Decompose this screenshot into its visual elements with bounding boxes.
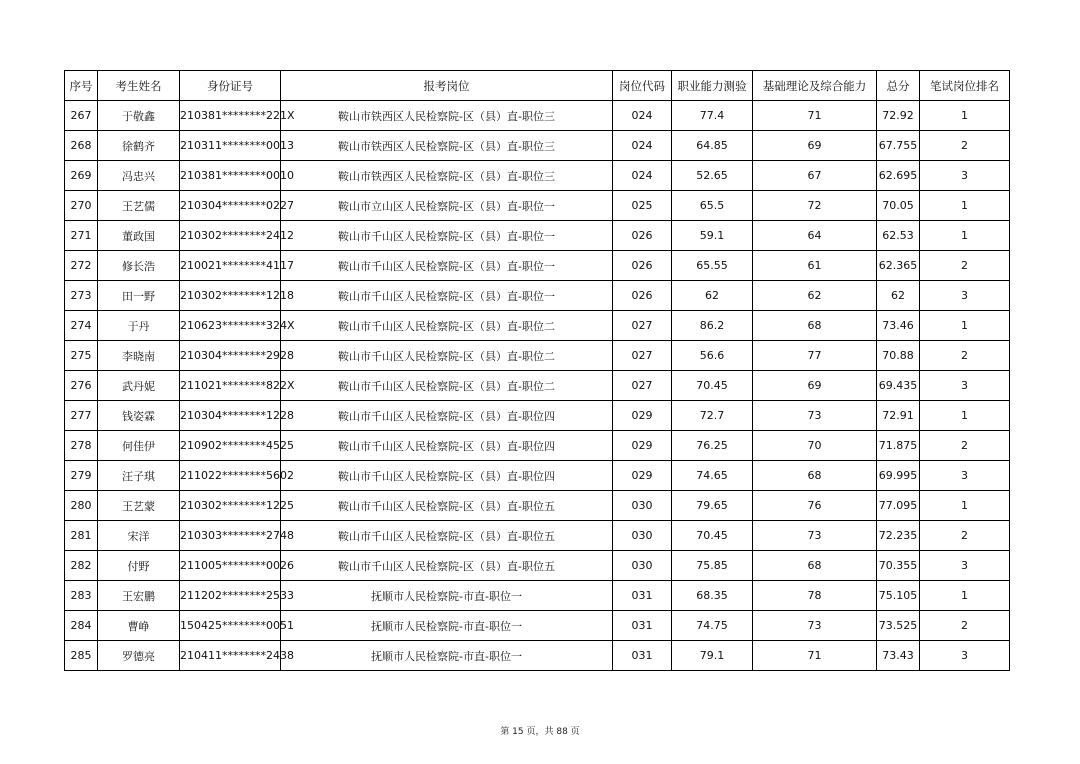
table-header-row bbox=[65, 71, 1010, 101]
cell-id-number: 210411********2438 bbox=[180, 641, 281, 671]
cell-position-code: 026 bbox=[613, 281, 672, 311]
cell-theory-score: 68 bbox=[753, 311, 877, 341]
cell-total-score: 72.91 bbox=[877, 401, 920, 431]
cell-position: 鞍山市铁西区人民检察院-区（县）直-职位三 bbox=[281, 161, 613, 191]
cell-aptitude-score: 79.65 bbox=[672, 491, 753, 521]
table-row bbox=[65, 611, 1010, 641]
cell-total-score: 73.46 bbox=[877, 311, 920, 341]
cell-total-score: 70.88 bbox=[877, 341, 920, 371]
cell-position-code: 031 bbox=[613, 611, 672, 641]
cell-rank: 2 bbox=[920, 431, 1010, 461]
cell-serial: 279 bbox=[65, 461, 98, 491]
cell-aptitude-score: 62 bbox=[672, 281, 753, 311]
cell-position-code: 030 bbox=[613, 521, 672, 551]
cell-aptitude-score: 56.6 bbox=[672, 341, 753, 371]
cell-aptitude-score: 76.25 bbox=[672, 431, 753, 461]
cell-rank: 1 bbox=[920, 221, 1010, 251]
cell-aptitude-score: 70.45 bbox=[672, 521, 753, 551]
cell-rank: 2 bbox=[920, 341, 1010, 371]
cell-aptitude-score: 52.65 bbox=[672, 161, 753, 191]
table-row bbox=[65, 161, 1010, 191]
cell-name: 曹峥 bbox=[98, 611, 180, 641]
cell-position: 鞍山市千山区人民检察院-区（县）直-职位四 bbox=[281, 401, 613, 431]
cell-id-number: 150425********0051 bbox=[180, 611, 281, 641]
cell-rank: 2 bbox=[920, 611, 1010, 641]
cell-position: 鞍山市千山区人民检察院-区（县）直-职位五 bbox=[281, 491, 613, 521]
cell-name: 冯忠兴 bbox=[98, 161, 180, 191]
cell-name: 修长浩 bbox=[98, 251, 180, 281]
cell-serial: 280 bbox=[65, 491, 98, 521]
header-theory-score: 基础理论及综合能力 bbox=[753, 71, 877, 101]
cell-name: 田一野 bbox=[98, 281, 180, 311]
cell-name: 王宏鹏 bbox=[98, 581, 180, 611]
cell-id-number: 210302********1218 bbox=[180, 281, 281, 311]
cell-total-score: 69.435 bbox=[877, 371, 920, 401]
table-row bbox=[65, 641, 1010, 671]
cell-id-number: 210304********1228 bbox=[180, 401, 281, 431]
cell-aptitude-score: 65.55 bbox=[672, 251, 753, 281]
table-row bbox=[65, 191, 1010, 221]
cell-rank: 3 bbox=[920, 161, 1010, 191]
cell-position-code: 025 bbox=[613, 191, 672, 221]
cell-theory-score: 73 bbox=[753, 401, 877, 431]
cell-id-number: 210381********221X bbox=[180, 101, 281, 131]
cell-position: 鞍山市立山区人民检察院-区（县）直-职位一 bbox=[281, 191, 613, 221]
table-row bbox=[65, 581, 1010, 611]
cell-theory-score: 72 bbox=[753, 191, 877, 221]
cell-name: 罗德亮 bbox=[98, 641, 180, 671]
cell-total-score: 62.365 bbox=[877, 251, 920, 281]
cell-total-score: 72.235 bbox=[877, 521, 920, 551]
cell-total-score: 62.53 bbox=[877, 221, 920, 251]
table-row bbox=[65, 221, 1010, 251]
cell-total-score: 69.995 bbox=[877, 461, 920, 491]
cell-id-number: 210021********4117 bbox=[180, 251, 281, 281]
cell-total-score: 73.525 bbox=[877, 611, 920, 641]
cell-name: 于丹 bbox=[98, 311, 180, 341]
cell-serial: 275 bbox=[65, 341, 98, 371]
cell-id-number: 210302********2412 bbox=[180, 221, 281, 251]
cell-serial: 281 bbox=[65, 521, 98, 551]
cell-position-code: 027 bbox=[613, 341, 672, 371]
cell-aptitude-score: 68.35 bbox=[672, 581, 753, 611]
table-row bbox=[65, 251, 1010, 281]
cell-aptitude-score: 74.75 bbox=[672, 611, 753, 641]
cell-name: 李晓南 bbox=[98, 341, 180, 371]
cell-rank: 3 bbox=[920, 281, 1010, 311]
cell-position: 抚顺市人民检察院-市直-职位一 bbox=[281, 641, 613, 671]
cell-id-number: 210304********2928 bbox=[180, 341, 281, 371]
cell-serial: 273 bbox=[65, 281, 98, 311]
cell-position-code: 024 bbox=[613, 101, 672, 131]
cell-position: 抚顺市人民检察院-市直-职位一 bbox=[281, 611, 613, 641]
cell-total-score: 70.05 bbox=[877, 191, 920, 221]
cell-aptitude-score: 74.65 bbox=[672, 461, 753, 491]
cell-total-score: 71.875 bbox=[877, 431, 920, 461]
cell-position-code: 027 bbox=[613, 371, 672, 401]
cell-aptitude-score: 72.7 bbox=[672, 401, 753, 431]
cell-rank: 3 bbox=[920, 371, 1010, 401]
cell-rank: 3 bbox=[920, 551, 1010, 581]
cell-theory-score: 68 bbox=[753, 461, 877, 491]
cell-total-score: 75.105 bbox=[877, 581, 920, 611]
cell-theory-score: 70 bbox=[753, 431, 877, 461]
cell-serial: 278 bbox=[65, 431, 98, 461]
cell-serial: 269 bbox=[65, 161, 98, 191]
cell-serial: 274 bbox=[65, 311, 98, 341]
cell-theory-score: 71 bbox=[753, 101, 877, 131]
cell-serial: 283 bbox=[65, 581, 98, 611]
table-row bbox=[65, 431, 1010, 461]
cell-theory-score: 67 bbox=[753, 161, 877, 191]
cell-aptitude-score: 65.5 bbox=[672, 191, 753, 221]
table-row bbox=[65, 131, 1010, 161]
cell-total-score: 77.095 bbox=[877, 491, 920, 521]
table-row bbox=[65, 101, 1010, 131]
cell-theory-score: 69 bbox=[753, 131, 877, 161]
cell-aptitude-score: 75.85 bbox=[672, 551, 753, 581]
cell-serial: 276 bbox=[65, 371, 98, 401]
table-row bbox=[65, 491, 1010, 521]
cell-position-code: 029 bbox=[613, 431, 672, 461]
cell-rank: 2 bbox=[920, 131, 1010, 161]
cell-name: 武丹妮 bbox=[98, 371, 180, 401]
header-total-score: 总分 bbox=[877, 71, 920, 101]
cell-position: 鞍山市千山区人民检察院-区（县）直-职位一 bbox=[281, 221, 613, 251]
cell-total-score: 72.92 bbox=[877, 101, 920, 131]
cell-position-code: 024 bbox=[613, 161, 672, 191]
table-row bbox=[65, 521, 1010, 551]
cell-name: 徐鹤齐 bbox=[98, 131, 180, 161]
table-row bbox=[65, 461, 1010, 491]
table-row bbox=[65, 281, 1010, 311]
cell-position: 鞍山市千山区人民检察院-区（县）直-职位一 bbox=[281, 251, 613, 281]
cell-total-score: 67.755 bbox=[877, 131, 920, 161]
cell-rank: 1 bbox=[920, 581, 1010, 611]
cell-position-code: 024 bbox=[613, 131, 672, 161]
cell-serial: 267 bbox=[65, 101, 98, 131]
header-id-number: 身份证号 bbox=[180, 71, 281, 101]
cell-id-number: 211005********0026 bbox=[180, 551, 281, 581]
cell-theory-score: 62 bbox=[753, 281, 877, 311]
cell-id-number: 211202********2533 bbox=[180, 581, 281, 611]
header-name: 考生姓名 bbox=[98, 71, 180, 101]
cell-serial: 270 bbox=[65, 191, 98, 221]
cell-total-score: 62.695 bbox=[877, 161, 920, 191]
cell-rank: 1 bbox=[920, 191, 1010, 221]
cell-serial: 285 bbox=[65, 641, 98, 671]
cell-serial: 277 bbox=[65, 401, 98, 431]
cell-position: 抚顺市人民检察院-市直-职位一 bbox=[281, 581, 613, 611]
cell-theory-score: 69 bbox=[753, 371, 877, 401]
cell-id-number: 210304********0227 bbox=[180, 191, 281, 221]
cell-id-number: 210623********324X bbox=[180, 311, 281, 341]
cell-aptitude-score: 86.2 bbox=[672, 311, 753, 341]
cell-position: 鞍山市千山区人民检察院-区（县）直-职位一 bbox=[281, 281, 613, 311]
cell-serial: 271 bbox=[65, 221, 98, 251]
cell-rank: 3 bbox=[920, 641, 1010, 671]
cell-id-number: 211022********5602 bbox=[180, 461, 281, 491]
table-row bbox=[65, 551, 1010, 581]
cell-position: 鞍山市千山区人民检察院-区（县）直-职位五 bbox=[281, 521, 613, 551]
cell-rank: 2 bbox=[920, 251, 1010, 281]
cell-position-code: 029 bbox=[613, 461, 672, 491]
cell-theory-score: 73 bbox=[753, 521, 877, 551]
cell-theory-score: 76 bbox=[753, 491, 877, 521]
cell-aptitude-score: 64.85 bbox=[672, 131, 753, 161]
cell-position-code: 031 bbox=[613, 581, 672, 611]
cell-rank: 2 bbox=[920, 521, 1010, 551]
cell-rank: 3 bbox=[920, 461, 1010, 491]
cell-rank: 1 bbox=[920, 491, 1010, 521]
header-rank: 笔试岗位排名 bbox=[920, 71, 1010, 101]
cell-serial: 272 bbox=[65, 251, 98, 281]
header-serial: 序号 bbox=[65, 71, 98, 101]
header-position-code: 岗位代码 bbox=[613, 71, 672, 101]
cell-serial: 284 bbox=[65, 611, 98, 641]
cell-id-number: 210381********0010 bbox=[180, 161, 281, 191]
header-position: 报考岗位 bbox=[281, 71, 613, 101]
header-aptitude-score: 职业能力测验 bbox=[672, 71, 753, 101]
cell-aptitude-score: 59.1 bbox=[672, 221, 753, 251]
cell-position-code: 030 bbox=[613, 491, 672, 521]
cell-name: 付野 bbox=[98, 551, 180, 581]
cell-name: 王艺蒙 bbox=[98, 491, 180, 521]
cell-position: 鞍山市千山区人民检察院-区（县）直-职位二 bbox=[281, 311, 613, 341]
table-row bbox=[65, 341, 1010, 371]
cell-position-code: 031 bbox=[613, 641, 672, 671]
cell-theory-score: 77 bbox=[753, 341, 877, 371]
cell-theory-score: 73 bbox=[753, 611, 877, 641]
cell-aptitude-score: 79.1 bbox=[672, 641, 753, 671]
table-row bbox=[65, 371, 1010, 401]
cell-position-code: 029 bbox=[613, 401, 672, 431]
cell-position: 鞍山市千山区人民检察院-区（县）直-职位五 bbox=[281, 551, 613, 581]
cell-theory-score: 68 bbox=[753, 551, 877, 581]
cell-name: 于敬鑫 bbox=[98, 101, 180, 131]
cell-theory-score: 71 bbox=[753, 641, 877, 671]
cell-aptitude-score: 77.4 bbox=[672, 101, 753, 131]
score-table bbox=[64, 70, 1010, 671]
cell-name: 董政国 bbox=[98, 221, 180, 251]
cell-theory-score: 61 bbox=[753, 251, 877, 281]
cell-position: 鞍山市千山区人民检察院-区（县）直-职位四 bbox=[281, 461, 613, 491]
cell-position: 鞍山市千山区人民检察院-区（县）直-职位四 bbox=[281, 431, 613, 461]
cell-rank: 1 bbox=[920, 311, 1010, 341]
cell-total-score: 70.355 bbox=[877, 551, 920, 581]
cell-total-score: 62 bbox=[877, 281, 920, 311]
table-row bbox=[65, 401, 1010, 431]
cell-name: 何佳伊 bbox=[98, 431, 180, 461]
cell-position: 鞍山市铁西区人民检察院-区（县）直-职位三 bbox=[281, 101, 613, 131]
table-row bbox=[65, 311, 1010, 341]
cell-id-number: 210303********2748 bbox=[180, 521, 281, 551]
cell-id-number: 211021********822X bbox=[180, 371, 281, 401]
cell-name: 汪子琪 bbox=[98, 461, 180, 491]
cell-rank: 1 bbox=[920, 101, 1010, 131]
cell-serial: 268 bbox=[65, 131, 98, 161]
cell-serial: 282 bbox=[65, 551, 98, 581]
cell-total-score: 73.43 bbox=[877, 641, 920, 671]
cell-aptitude-score: 70.45 bbox=[672, 371, 753, 401]
cell-theory-score: 78 bbox=[753, 581, 877, 611]
cell-position-code: 027 bbox=[613, 311, 672, 341]
cell-position-code: 026 bbox=[613, 221, 672, 251]
cell-position: 鞍山市千山区人民检察院-区（县）直-职位二 bbox=[281, 371, 613, 401]
page-footer: 第 15 页，共 88 页 bbox=[500, 727, 580, 737]
cell-name: 王艺儒 bbox=[98, 191, 180, 221]
cell-position-code: 026 bbox=[613, 251, 672, 281]
cell-position: 鞍山市千山区人民检察院-区（县）直-职位二 bbox=[281, 341, 613, 371]
cell-position-code: 030 bbox=[613, 551, 672, 581]
cell-id-number: 210302********1225 bbox=[180, 491, 281, 521]
cell-name: 钱姿霖 bbox=[98, 401, 180, 431]
cell-id-number: 210902********4525 bbox=[180, 431, 281, 461]
cell-rank: 1 bbox=[920, 401, 1010, 431]
cell-theory-score: 64 bbox=[753, 221, 877, 251]
cell-name: 宋洋 bbox=[98, 521, 180, 551]
cell-position: 鞍山市铁西区人民检察院-区（县）直-职位三 bbox=[281, 131, 613, 161]
cell-id-number: 210311********0013 bbox=[180, 131, 281, 161]
